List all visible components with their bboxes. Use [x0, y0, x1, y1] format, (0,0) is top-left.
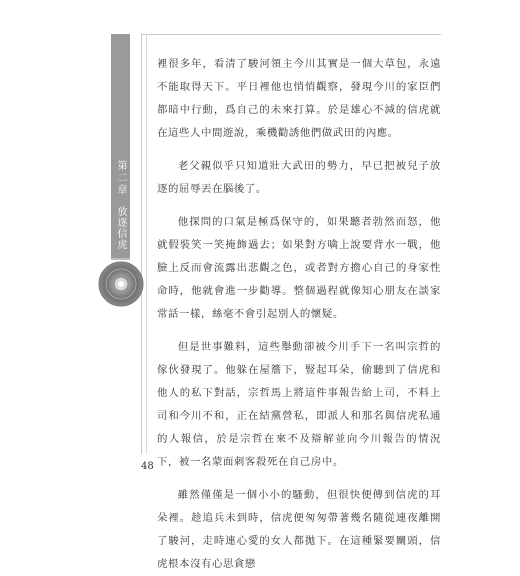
paragraph: 裡很多年，看清了駿河領主今川其實是一個大草包，永遠不能取得天下。平日裡他也悄悄觀察，發現今川的家臣們都暗中行動，爲自己的未來打算。於是雄心不減的信虎就在這些人中間遊說，乘機勸誘他們做武田的內應。 [157, 58, 441, 139]
paragraph: 雖然僅僅是一個小小的騷動，但很快便傳到信虎的耳朵裡。趁追兵未到時，信虎便匆匆帶著幾名隨從連夜離開了駿河，走時連心愛的女人都拋下。在這種緊要關頭，信虎根本沒有心思貪戀 [157, 489, 441, 570]
cd-disc-icon [98, 261, 144, 307]
body-text [157, 53, 441, 576]
frame-top-rule [141, 34, 441, 35]
chapter-title: 放逐信虎 [115, 206, 126, 250]
chapter-label [111, 160, 130, 250]
chapter-number: 第二章 [115, 160, 126, 196]
page-number: 48 [141, 461, 154, 472]
side-tab-edge [111, 258, 130, 260]
frame-left-rule [141, 34, 142, 454]
frame-inner-rule [146, 34, 147, 454]
paragraph: 老父親似乎只知道壯大武田的勢力，早已把被兒子放逐的屈辱丟在腦後了。 [157, 160, 441, 195]
paragraph: 他探問的口氣是極爲保守的，如果聽者勃然而怒，他就假裝笑一笑掩飾過去；如果對方噙上說要背水一戰，他臉上反而會流露出悲觀之色，或者對方擔心自己的身家性命時，他就會進一步勸導。整個過程就像知心朋友在談家常話一樣，絲毫不會引起別人的懷疑。 [157, 216, 441, 320]
paragraph: 但是世事難料，這些舉動卻被今川手下一名叫宗哲的傢伙發現了。他躲在屋簷下，豎起耳朵，偷聽到了信虎和他人的私下對話，宗哲馬上將這件事報告給上司，不料上司和今川不和，正在結黨營私，即派人和那名與信虎私通的人報信，於是宗哲在來不及辯解並向今川報告的情況下，被一名蒙面刺客殺死在自己房中。 [157, 341, 441, 468]
